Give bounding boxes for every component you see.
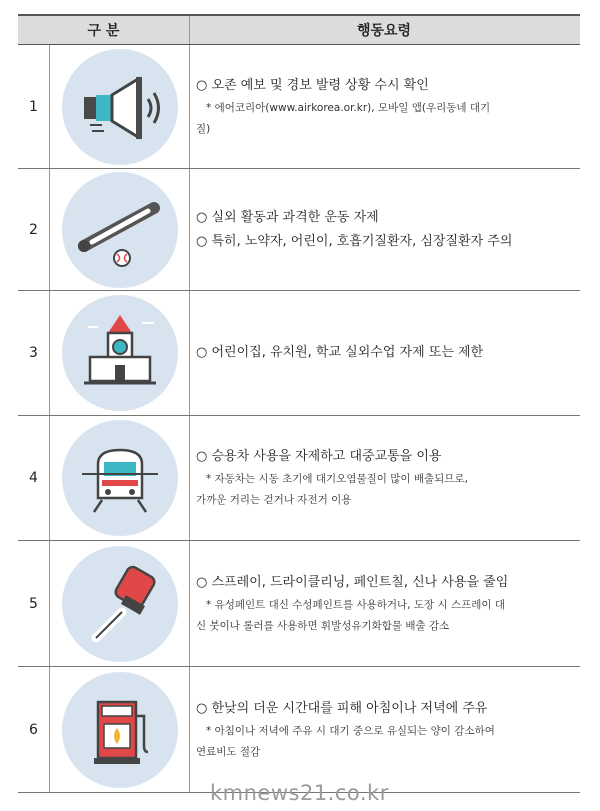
watermark: kmnews21.co.kr bbox=[210, 781, 389, 805]
table-row bbox=[18, 291, 580, 416]
header-category: 구 분 bbox=[18, 15, 190, 45]
train-icon bbox=[62, 420, 178, 536]
action-note: 가까운 거리는 걷거나 자전거 이용 bbox=[196, 494, 352, 506]
table-row bbox=[18, 45, 580, 169]
action-note: * 유성페인트 대신 수성페인트를 사용하거나, 도장 시 스프레이 대 bbox=[206, 598, 506, 611]
action-text: ○ 어린이집, 유치원, 학교 실외수업 자제 또는 제한 bbox=[196, 345, 484, 360]
action-note: 연료비도 절감 bbox=[196, 745, 261, 758]
fuel-pump-icon bbox=[62, 672, 178, 788]
megaphone-icon bbox=[62, 49, 178, 165]
row-number: 4 bbox=[18, 416, 50, 541]
action-guide-table bbox=[18, 14, 580, 793]
table-row bbox=[18, 667, 580, 793]
paint-roller-icon bbox=[62, 546, 178, 662]
action-text: ○ 스프레이, 드라이클리닝, 페인트칠, 신나 사용을 줄임 bbox=[196, 574, 509, 590]
table-row bbox=[18, 416, 580, 541]
action-note: * 아침이나 저녁에 주유 시 대기 중으로 유실되는 양이 감소하여 bbox=[206, 724, 495, 737]
school-building-icon bbox=[62, 295, 178, 411]
header-action: 행동요령 bbox=[190, 15, 581, 45]
row-number: 6 bbox=[18, 667, 50, 793]
action-note: 신 붓이나 롤러를 사용하면 휘발성유기화합물 배출 감소 bbox=[196, 619, 450, 632]
row-number: 3 bbox=[18, 291, 50, 416]
row-number: 5 bbox=[18, 541, 50, 667]
row-number: 1 bbox=[18, 45, 50, 169]
table-row bbox=[18, 169, 580, 291]
action-text: ○ 특히, 노약자, 어린이, 호흡기질환자, 심장질환자 주의 bbox=[196, 233, 513, 249]
action-note: 질) bbox=[196, 122, 211, 135]
action-note: * 자동차는 시동 초기에 대기오염물질이 많이 배출되므로, bbox=[206, 473, 468, 485]
action-text: ○ 한낮의 더운 시간대를 피해 아침이나 저녁에 주유 bbox=[196, 700, 488, 716]
action-note: * 에어코리아(www.airkorea.or.kr), 모바일 앱(우리동네 대기 bbox=[206, 101, 491, 114]
row-number: 2 bbox=[18, 169, 50, 291]
action-text: ○ 승용차 사용을 자제하고 대중교통을 이용 bbox=[196, 449, 442, 464]
action-text: ○ 오존 예보 및 경보 발령 상황 수시 확인 bbox=[196, 77, 429, 93]
action-text: ○ 실외 활동과 과격한 운동 자제 bbox=[196, 209, 379, 225]
table-header bbox=[18, 15, 580, 45]
table-row bbox=[18, 541, 580, 667]
baseball-bat-icon bbox=[62, 172, 178, 288]
